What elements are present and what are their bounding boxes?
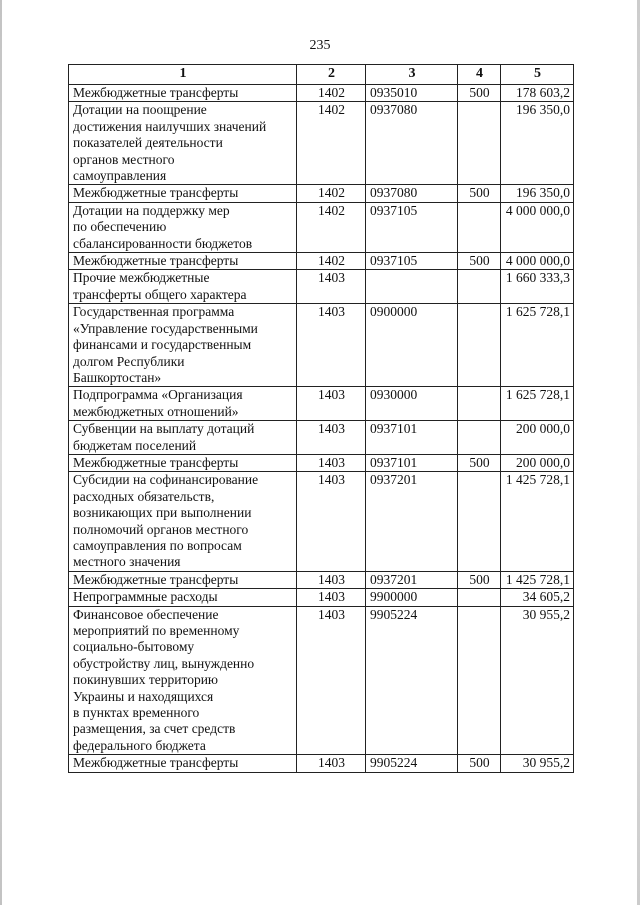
row-type bbox=[458, 304, 501, 387]
table-row bbox=[69, 102, 574, 185]
row-article: 0937080 bbox=[366, 185, 458, 202]
row-type: 500 bbox=[458, 253, 501, 270]
table-row bbox=[69, 421, 574, 455]
row-article: 0937101 bbox=[366, 421, 458, 455]
header-row bbox=[69, 65, 574, 85]
row-section: 1402 bbox=[297, 185, 366, 202]
row-amount: 200 000,0 bbox=[501, 421, 574, 455]
scan-edge-left bbox=[0, 0, 2, 905]
table-row bbox=[69, 472, 574, 571]
row-article: 9900000 bbox=[366, 589, 458, 606]
table-row bbox=[69, 387, 574, 421]
row-article: 0930000 bbox=[366, 387, 458, 421]
row-name: Дотации на поощрение достижения наилучших значений показателей деятельности органов местного самоуправления bbox=[69, 102, 297, 185]
row-amount: 178 603,2 bbox=[501, 85, 574, 102]
header-col-3: 3 bbox=[366, 65, 458, 85]
row-amount: 200 000,0 bbox=[501, 454, 574, 471]
row-amount: 1 660 333,3 bbox=[501, 270, 574, 304]
row-amount: 196 350,0 bbox=[501, 102, 574, 185]
row-name: Подпрограмма «Организация межбюджетных отношений» bbox=[69, 387, 297, 421]
row-section: 1403 bbox=[297, 454, 366, 471]
row-amount: 1 425 728,1 bbox=[501, 472, 574, 571]
row-amount: 4 000 000,0 bbox=[501, 253, 574, 270]
row-name: Непрограммные расходы bbox=[69, 589, 297, 606]
row-section: 1403 bbox=[297, 755, 366, 772]
row-type bbox=[458, 421, 501, 455]
row-article: 0937101 bbox=[366, 454, 458, 471]
row-type bbox=[458, 270, 501, 304]
row-article: 0937201 bbox=[366, 571, 458, 588]
row-name: Межбюджетные трансферты bbox=[69, 755, 297, 772]
table-row bbox=[69, 589, 574, 606]
row-article: 0935010 bbox=[366, 85, 458, 102]
row-section: 1403 bbox=[297, 387, 366, 421]
row-section: 1402 bbox=[297, 253, 366, 270]
row-name: Субсидии на софинансирование расходных обязательств, возникающих при выполнении полномочий органов местного самоуправления по вопросам местного значения bbox=[69, 472, 297, 571]
header-col-5: 5 bbox=[501, 65, 574, 85]
row-section: 1403 bbox=[297, 589, 366, 606]
table-row bbox=[69, 755, 574, 772]
page-number: 235 bbox=[309, 38, 331, 53]
budget-table bbox=[68, 64, 574, 773]
row-section: 1403 bbox=[297, 472, 366, 571]
row-name: Государственная программа «Управление государственными финансами и государственным долгом Республики Башкортостан» bbox=[69, 304, 297, 387]
row-article: 9905224 bbox=[366, 755, 458, 772]
row-type: 500 bbox=[458, 571, 501, 588]
header-col-1: 1 bbox=[69, 65, 297, 85]
table-row bbox=[69, 270, 574, 304]
header-col-4: 4 bbox=[458, 65, 501, 85]
row-type: 500 bbox=[458, 755, 501, 772]
row-type bbox=[458, 472, 501, 571]
row-section: 1403 bbox=[297, 270, 366, 304]
row-type: 500 bbox=[458, 454, 501, 471]
row-section: 1402 bbox=[297, 85, 366, 102]
row-section: 1403 bbox=[297, 571, 366, 588]
table-row bbox=[69, 571, 574, 588]
row-section: 1403 bbox=[297, 304, 366, 387]
table-row bbox=[69, 454, 574, 471]
row-amount: 30 955,2 bbox=[501, 606, 574, 755]
row-article: 0900000 bbox=[366, 304, 458, 387]
row-section: 1402 bbox=[297, 202, 366, 252]
row-name: Межбюджетные трансферты bbox=[69, 185, 297, 202]
row-amount: 1 625 728,1 bbox=[501, 387, 574, 421]
header-col-2: 2 bbox=[297, 65, 366, 85]
row-amount: 1 625 728,1 bbox=[501, 304, 574, 387]
row-name: Прочие межбюджетные трансферты общего характера bbox=[69, 270, 297, 304]
row-article: 0937080 bbox=[366, 102, 458, 185]
table-row bbox=[69, 185, 574, 202]
table-row bbox=[69, 304, 574, 387]
row-article bbox=[366, 270, 458, 304]
row-amount: 30 955,2 bbox=[501, 755, 574, 772]
row-name: Межбюджетные трансферты bbox=[69, 253, 297, 270]
row-article: 9905224 bbox=[366, 606, 458, 755]
row-type: 500 bbox=[458, 85, 501, 102]
row-type bbox=[458, 202, 501, 252]
row-name: Дотации на поддержку мер по обеспечению сбалансированности бюджетов bbox=[69, 202, 297, 252]
row-article: 0937105 bbox=[366, 202, 458, 252]
row-article: 0937201 bbox=[366, 472, 458, 571]
row-type bbox=[458, 387, 501, 421]
row-article: 0937105 bbox=[366, 253, 458, 270]
row-amount: 34 605,2 bbox=[501, 589, 574, 606]
row-amount: 4 000 000,0 bbox=[501, 202, 574, 252]
row-type bbox=[458, 102, 501, 185]
row-amount: 1 425 728,1 bbox=[501, 571, 574, 588]
table-row bbox=[69, 606, 574, 755]
row-section: 1403 bbox=[297, 606, 366, 755]
row-name: Межбюджетные трансферты bbox=[69, 85, 297, 102]
row-section: 1403 bbox=[297, 421, 366, 455]
row-amount: 196 350,0 bbox=[501, 185, 574, 202]
table-row bbox=[69, 85, 574, 102]
row-type: 500 bbox=[458, 185, 501, 202]
row-name: Субвенции на выплату дотаций бюджетам поселений bbox=[69, 421, 297, 455]
row-name: Межбюджетные трансферты bbox=[69, 454, 297, 471]
row-name: Финансовое обеспечение мероприятий по временному социально-бытовому обустройству лиц, вынужденно покинувших территорию Украины и находящихся в пунктах временного размещения, за счет средств федерального бюджета bbox=[69, 606, 297, 755]
row-section: 1402 bbox=[297, 102, 366, 185]
table-row bbox=[69, 253, 574, 270]
table-row bbox=[69, 202, 574, 252]
row-type bbox=[458, 589, 501, 606]
row-name: Межбюджетные трансферты bbox=[69, 571, 297, 588]
row-type bbox=[458, 606, 501, 755]
